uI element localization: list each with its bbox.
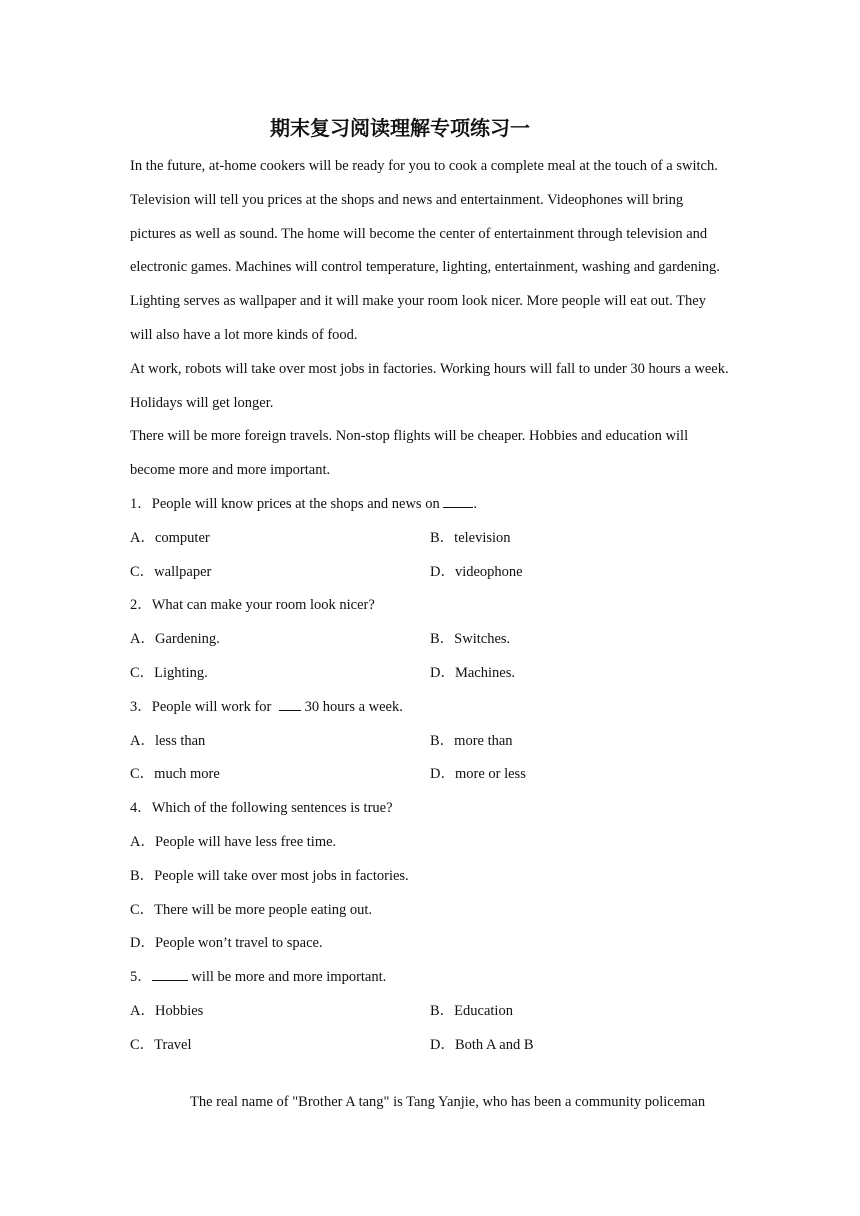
option-c[interactable]: C．There will be more people eating out. [130, 901, 372, 918]
question-text: What can make your room look nicer? [151, 597, 375, 614]
option-b[interactable]: B．People will take over most jobs in factories. [130, 867, 409, 884]
question-number: 4． [130, 800, 152, 817]
passage-paragraph-1: In the future, at-home cookers will be ready for you to cook a complete meal at the touch of a switch. Television will tell you prices at the shops and news and entertainment. Videophones will bring pictures as well as sound. The home will become the center of entertainment through television and electronic games. Machines will control temperature, lighting, entertainment, washing and gardening. Lighting serves as wallpaper and it will make your room look nicer. More people will eat out. They will also have a lot more kinds of food. [130, 158, 720, 343]
question-number: 5． [130, 969, 152, 986]
answer-blank [152, 966, 188, 981]
question-text-end: 30 hours a week. [300, 698, 403, 715]
question-text: People will know prices at the shops and news on [151, 496, 444, 512]
question-4 [130, 792, 750, 826]
question-1 [130, 488, 750, 522]
question-text: Which of the following sentences is true? [151, 800, 393, 817]
option-c[interactable]: C．wallpaper [130, 563, 212, 580]
question-4-options [130, 826, 750, 961]
option-b[interactable]: B．more than [430, 732, 513, 749]
answer-blank [279, 696, 301, 711]
option-d[interactable]: D．People won’t travel to space. [130, 935, 323, 952]
option-c[interactable]: C．Lighting. [130, 664, 208, 681]
reading-passage [130, 150, 730, 488]
question-3-options [130, 725, 750, 793]
option-c[interactable]: C．much more [130, 766, 220, 783]
option-a[interactable]: A．Gardening. [130, 631, 220, 648]
question-number: 2． [130, 597, 152, 614]
option-c[interactable]: C．Travel [130, 1036, 192, 1053]
question-3 [130, 691, 750, 725]
option-d[interactable]: D．more or less [430, 766, 526, 783]
passage-paragraph-2: At work, robots will take over most jobs in factories. Working hours will fall to under 30 hours a week. Holidays will get longer. [130, 360, 729, 411]
question-text-end: will be more and more important. [187, 969, 387, 986]
passage-paragraph-3: There will be more foreign travels. Non-stop flights will be cheaper. Hobbies and education will become more and more important. [130, 428, 689, 479]
option-a[interactable]: A．less than [130, 732, 206, 749]
next-passage-start: The real name of "Brother A tang" is Tang Yanjie, who has been a community policeman [190, 1094, 706, 1110]
question-5 [130, 961, 750, 995]
question-1-options [130, 522, 750, 590]
question-text: People will work for [151, 698, 275, 715]
option-b[interactable]: B．Education [430, 1002, 513, 1019]
option-a[interactable]: A．People will have less free time. [130, 833, 337, 850]
option-d[interactable]: D．Machines. [430, 664, 515, 681]
option-b[interactable]: B．Switches. [430, 631, 511, 648]
option-d[interactable]: D．Both A and B [430, 1036, 534, 1053]
question-text-end: . [473, 496, 477, 512]
option-d[interactable]: D．videophone [430, 563, 523, 580]
option-a[interactable]: A．Hobbies [130, 1002, 204, 1019]
question-2-options [130, 623, 750, 691]
question-number: 1． [130, 496, 152, 512]
option-a[interactable]: A．computer [130, 529, 210, 546]
question-number: 3． [130, 698, 152, 715]
page-title: 期末复习阅读理解专项练习一 [270, 116, 530, 140]
question-list [130, 488, 750, 1063]
question-2 [130, 589, 750, 623]
question-5-options [130, 995, 750, 1063]
option-b[interactable]: B．television [430, 529, 511, 546]
answer-blank [443, 493, 473, 508]
